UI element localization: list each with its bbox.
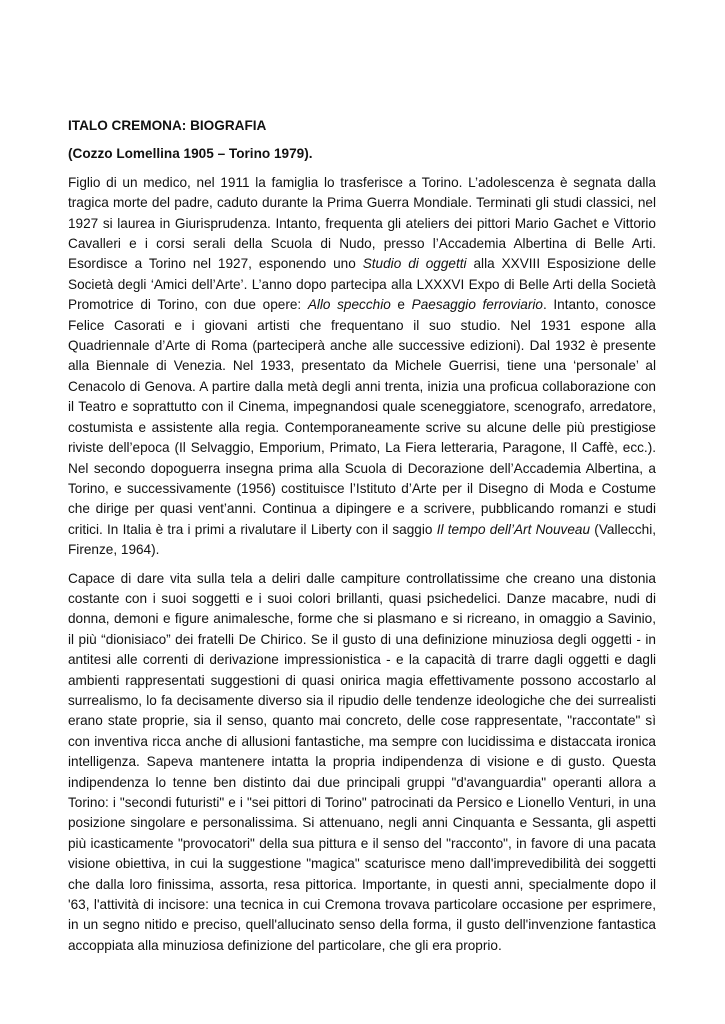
artwork-title-allo-specchio: Allo specchio: [307, 297, 391, 313]
document-subtitle: (Cozzo Lomellina 1905 – Torino 1979).: [68, 146, 313, 162]
artwork-title-paesaggio-ferroviario: Paesaggio ferroviario: [411, 297, 543, 313]
text-run: . Intanto, conosce Felice Casorati e i giovani artisti che frequentano il suo studio. Nel 1931 espone alla Quadriennale d’Arte di Roma (parteciperà anche alle successive edizioni). Dal 1932 è presente alla Biennale di Venezia. Nel 1933, presentato da Michele Guerrisi, tiene una ‘personale’ al Cenacolo di Genova. A partire dalla metà degli anni trenta, inizia una proficua collaborazione con il Teatro e soprattutto con il Cinema, impegnandosi quale sceneggiatore, scenografo, arredatore, costumista e assistente alla regia. Contemporaneamente scrive su alcune delle più prestigiose riviste dell’epoca (Il Selvaggio, Emporium, Primato, La Fiera letteraria, Paragone, Il Caffè, ecc.). Nel secondo dopoguerra insegna prima alla Scuola di Decorazione dell’Accademia Albertina, a Torino, e successivamente (1956) costituisce l’Istituto d’Arte per il Disegno di Moda e Costume che dirige per quasi vent’anni. Continua a dipingere e a scrivere, pubblicando romanzi e studi critici. In Italia è tra i primi a rivalutare il Liberty con il saggio: [68, 297, 656, 537]
document-title: ITALO CREMONA: BIOGRAFIA: [68, 118, 267, 133]
text-run: e: [390, 297, 412, 313]
text-run: (Vallecchi, Firenze, 1964).: [68, 521, 656, 558]
text-run: Figlio di un medico, nel 1911 la famiglia lo trasferisce a Torino. L’adolescenza è segnata dalla tragica morte del padre, caduto durante la Prima Guerra Mondiale. Terminati gli studi classici, nel 1927 si laurea in Giurisprudenza. Intanto, frequenta gli ateliers dei pittori Mario Gachet e Vittorio Cavalleri e i corsi serali della Scuola di Nudo, presso l’Accademia Albertina di Belle Arti. Esordisce a Torino nel 1927, esponendo uno: [68, 174, 656, 272]
biography-paragraph-1: [68, 173, 656, 561]
document-page: [68, 116, 656, 964]
book-title-art-nouveau: Il tempo dell’Art Nouveau: [436, 521, 591, 537]
biography-paragraph-2: Capace di dare vita sulla tela a deliri dalle campiture controllatissime che creano una distonia costante con i suoi soggetti e i suoi colori brillanti, quasi psichedelici. Danze macabre, nudi di donna, demoni e figure animalesche, forme che si plasmano e si ricreano, in omaggio a Savinio, il più “dionisiaco” dei fratelli De Chirico. Se il gusto di una definizione minuziosa degli oggetti - in antitesi alle correnti di derivazione impressionistica - e la capacità di trarre dagli oggetti e dagli ambienti rappresentati suggestioni di quasi onirica magia effettivamente possono accostarlo al surrealismo, lo fa decisamente diverso sia il ripudio delle tendenze ideologiche che dei surrealisti erano state proprie, sia il senso, quanto mai concreto, delle cose rappresentate, "raccontate" sì con inventiva ricca anche di allusioni fantastiche, ma sempre con lucidissima e distaccata ironica intelligenza. Sapeva mantenere intatta la propria indipendenza di visione e di gusto. Questa indipendenza lo tenne ben distinto dai due principali gruppi "d'avanguardia" operanti allora a Torino: i "secondi futuristi" e i "sei pittori di Torino" patrocinati da Persico e Lionello Venturi, in una posizione singolare e personalissima. Si attenuano, negli anni Cinquanta e Sessanta, gli aspetti più icasticamente "provocatori" della sua pittura e il senso del "racconto", in favore di una pacata visione obiettiva, in cui la suggestione "magica" scaturisce meno dall'imprevedibilità dei soggetti che dalla loro finissima, assorta, resa pittorica. Importante, in questi anni, specialmente dopo il '63, l'attività di incisore: una tecnica in cui Cremona trovava particolare occasione per esprimere, in un segno nitido e preciso, quell'allucinato senso della forma, il gusto dell'invenzione fantastica accoppiata alla minuziosa definizione del particolare, che gli era proprio.: [68, 570, 656, 953]
text-run: alla XXVIII Esposizione delle Società degli ‘Amici dell’Arte’. L’anno dopo partecipa alla LXXXVI Expo di Belle Arti della Società Promotrice di Torino, con due opere:: [68, 256, 657, 313]
artwork-title-studio-di-oggetti: Studio di oggetti: [362, 256, 467, 272]
